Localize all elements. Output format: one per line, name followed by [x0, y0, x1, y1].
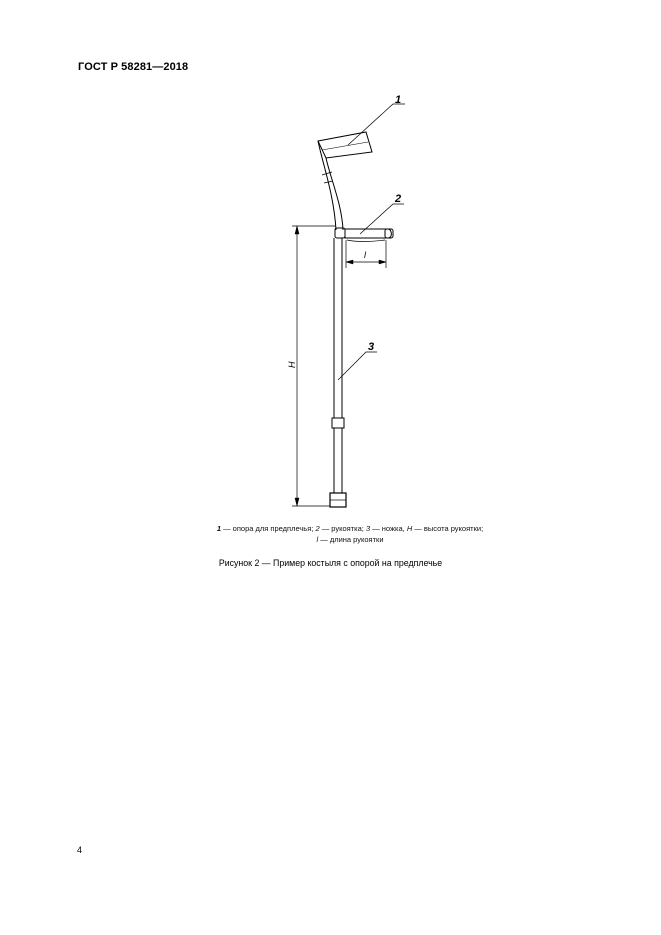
height-dimension	[292, 226, 336, 506]
page-number: 4	[77, 845, 83, 855]
callout-3: 3	[368, 341, 375, 353]
handle-body	[335, 228, 345, 238]
length-label: l	[364, 250, 366, 260]
legend-line-1: 1 — опора для предплечья; 2 — рукоятка; 3 — ножка, H — высота рукоятки;	[216, 524, 484, 533]
standard-number: ГОСТ Р 58281—2018	[78, 61, 189, 73]
figure-legend	[100, 523, 600, 545]
handle-grip	[345, 229, 391, 238]
callout-2: 2	[395, 193, 402, 205]
forearm-cuff	[318, 132, 372, 158]
figure-caption: Рисунок 2 — Пример костыля с опорой на предплечье	[218, 558, 443, 568]
leader-1	[348, 104, 405, 145]
legend-line-2: l — длина рукоятки	[316, 535, 384, 544]
height-label: H	[287, 361, 297, 368]
callout-1: 1	[395, 94, 402, 106]
adjust-collar	[332, 418, 344, 428]
lower-shaft	[334, 238, 342, 418]
leader-3	[338, 352, 377, 380]
